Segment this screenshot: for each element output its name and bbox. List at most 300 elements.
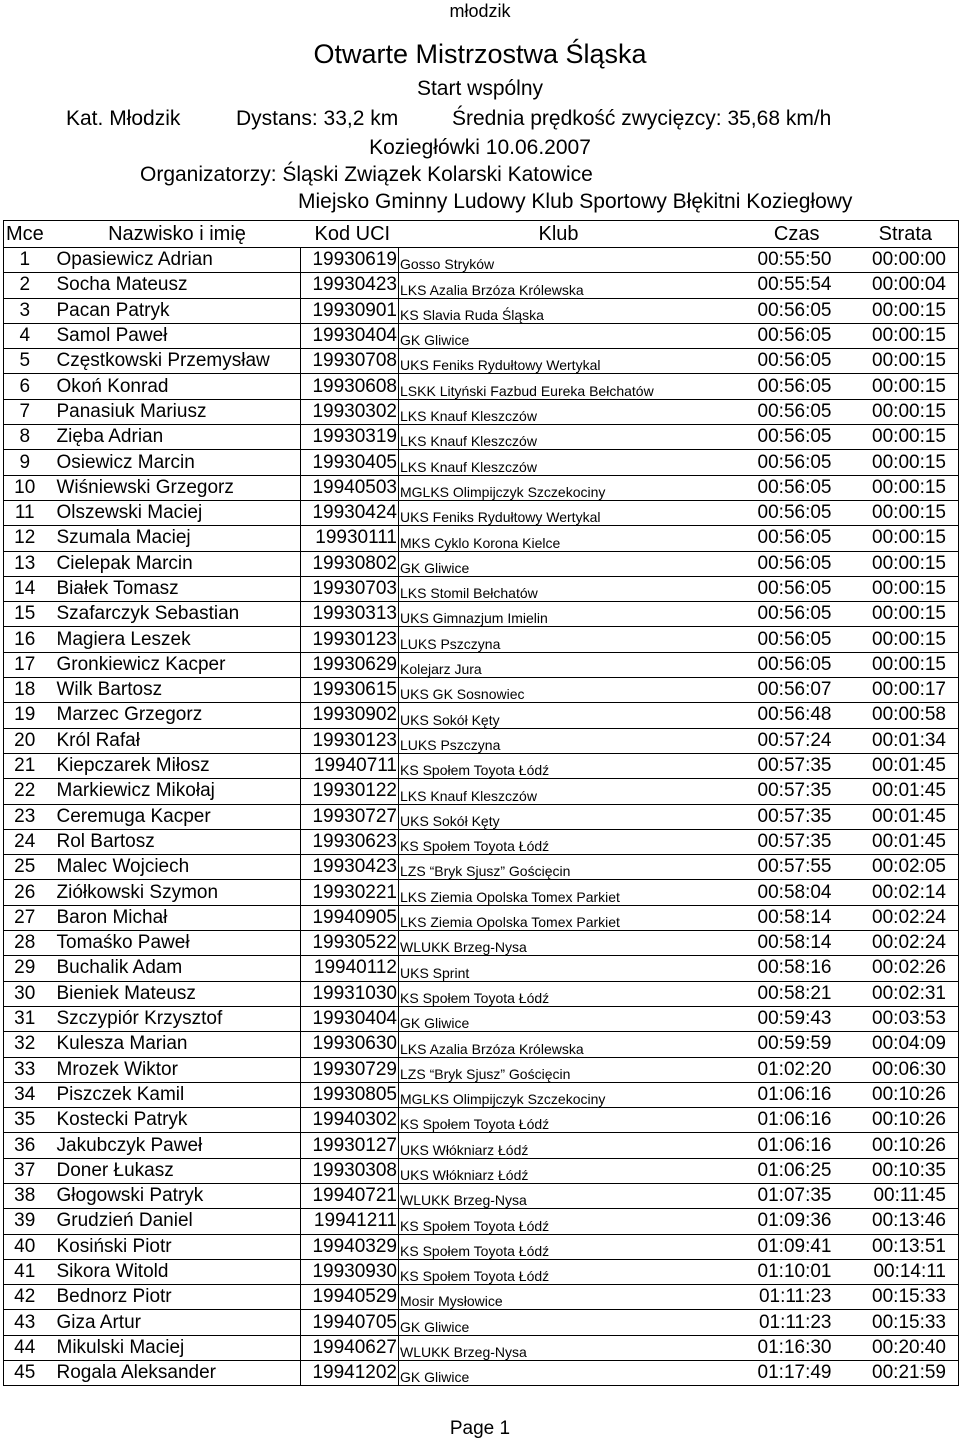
cell-gap: 00:00:15 bbox=[844, 576, 959, 601]
cell-place: 28 bbox=[4, 931, 54, 956]
cell-club: LKS Knauf Kleszczów bbox=[399, 450, 726, 475]
table-row bbox=[4, 1183, 959, 1208]
cell-place: 4 bbox=[4, 323, 54, 348]
cell-time: 00:56:05 bbox=[726, 500, 844, 525]
table-row bbox=[4, 703, 959, 728]
cell-club: Gosso Stryków bbox=[399, 248, 726, 273]
table-row bbox=[4, 273, 959, 298]
table-row bbox=[4, 1082, 959, 1107]
cell-time: 01:07:35 bbox=[726, 1183, 844, 1208]
subtitle: Start wspólny bbox=[416, 77, 544, 100]
table-row bbox=[4, 1108, 959, 1133]
cell-uci: 19940503 bbox=[301, 475, 399, 500]
cell-place: 16 bbox=[4, 627, 54, 652]
cell-time: 00:56:05 bbox=[726, 526, 844, 551]
cell-name: Socha Mateusz bbox=[54, 273, 301, 298]
table-row bbox=[4, 349, 959, 374]
cell-time: 00:56:05 bbox=[726, 450, 844, 475]
cell-gap: 00:00:15 bbox=[844, 551, 959, 576]
cell-place: 36 bbox=[4, 1133, 54, 1158]
cell-time: 00:58:14 bbox=[726, 931, 844, 956]
table-row bbox=[4, 753, 959, 778]
table-row bbox=[4, 374, 959, 399]
cell-uci: 19930608 bbox=[301, 374, 399, 399]
cell-club: Mosir Mysłowice bbox=[399, 1285, 726, 1310]
cell-uci: 19940711 bbox=[301, 753, 399, 778]
cell-name: Białek Tomasz bbox=[54, 576, 301, 601]
cell-uci: 19930123 bbox=[301, 728, 399, 753]
cell-time: 01:02:20 bbox=[726, 1057, 844, 1082]
cell-name: Głogowski Patryk bbox=[54, 1183, 301, 1208]
cell-name: Bieniek Mateusz bbox=[54, 981, 301, 1006]
cell-name: Malec Wojciech bbox=[54, 855, 301, 880]
cell-uci: 19930424 bbox=[301, 500, 399, 525]
cell-time: 00:56:07 bbox=[726, 678, 844, 703]
table-row bbox=[4, 1006, 959, 1031]
cell-place: 13 bbox=[4, 551, 54, 576]
cell-place: 11 bbox=[4, 500, 54, 525]
table-row bbox=[4, 981, 959, 1006]
table-row bbox=[4, 248, 959, 273]
cell-time: 01:06:16 bbox=[726, 1108, 844, 1133]
cell-time: 00:55:50 bbox=[726, 248, 844, 273]
cell-name: Ceremuga Kacper bbox=[54, 804, 301, 829]
table-row bbox=[4, 1032, 959, 1057]
cell-place: 24 bbox=[4, 829, 54, 854]
cell-club: WLUKK Brzeg-Nysa bbox=[399, 931, 726, 956]
cell-place: 33 bbox=[4, 1057, 54, 1082]
cell-place: 40 bbox=[4, 1234, 54, 1259]
cell-club: LKS Ziemia Opolska Tomex Parkiet bbox=[399, 880, 726, 905]
cell-name: Rol Bartosz bbox=[54, 829, 301, 854]
cell-name: Okoń Konrad bbox=[54, 374, 301, 399]
cell-name: Piszczek Kamil bbox=[54, 1082, 301, 1107]
cell-place: 25 bbox=[4, 855, 54, 880]
column-header-mce: Mce bbox=[4, 221, 54, 248]
cell-name: Sikora Witold bbox=[54, 1259, 301, 1284]
cell-club: MKS Cyklo Korona Kielce bbox=[399, 526, 726, 551]
cell-place: 30 bbox=[4, 981, 54, 1006]
cell-uci: 19930127 bbox=[301, 1133, 399, 1158]
cell-club: LKS Knauf Kleszczów bbox=[399, 779, 726, 804]
cell-place: 27 bbox=[4, 905, 54, 930]
cell-place: 19 bbox=[4, 703, 54, 728]
cell-gap: 00:02:31 bbox=[844, 981, 959, 1006]
cell-place: 10 bbox=[4, 475, 54, 500]
cell-uci: 19940329 bbox=[301, 1234, 399, 1259]
cell-uci: 19930404 bbox=[301, 323, 399, 348]
cell-gap: 00:03:53 bbox=[844, 1006, 959, 1031]
cell-gap: 00:13:46 bbox=[844, 1209, 959, 1234]
cell-place: 21 bbox=[4, 753, 54, 778]
table-row bbox=[4, 829, 959, 854]
cell-place: 3 bbox=[4, 298, 54, 323]
cell-uci: 19930623 bbox=[301, 829, 399, 854]
cell-gap: 00:00:15 bbox=[844, 298, 959, 323]
cell-place: 39 bbox=[4, 1209, 54, 1234]
cell-name: Opasiewicz Adrian bbox=[54, 248, 301, 273]
table-row bbox=[4, 1057, 959, 1082]
cell-place: 44 bbox=[4, 1335, 54, 1360]
cell-place: 22 bbox=[4, 779, 54, 804]
cell-uci: 19940112 bbox=[301, 956, 399, 981]
cell-time: 01:17:49 bbox=[726, 1361, 844, 1386]
cell-club: GK Gliwice bbox=[399, 551, 726, 576]
cell-place: 23 bbox=[4, 804, 54, 829]
cell-time: 01:06:25 bbox=[726, 1158, 844, 1183]
cell-gap: 00:02:14 bbox=[844, 880, 959, 905]
cell-gap: 00:20:40 bbox=[844, 1335, 959, 1360]
cell-place: 12 bbox=[4, 526, 54, 551]
column-header-time: Czas bbox=[726, 221, 844, 248]
cell-club: KS Społem Toyota Łódź bbox=[399, 829, 726, 854]
table-row bbox=[4, 779, 959, 804]
cell-gap: 00:02:24 bbox=[844, 905, 959, 930]
category-label: Kat. Młodzik bbox=[66, 107, 181, 130]
table-row bbox=[4, 323, 959, 348]
cell-name: Mikulski Maciej bbox=[54, 1335, 301, 1360]
cell-name: Mrozek Wiktor bbox=[54, 1057, 301, 1082]
table-row bbox=[4, 576, 959, 601]
cell-name: Pacan Patryk bbox=[54, 298, 301, 323]
cell-uci: 19930122 bbox=[301, 779, 399, 804]
cell-name: Wilk Bartosz bbox=[54, 678, 301, 703]
cell-gap: 00:02:26 bbox=[844, 956, 959, 981]
cell-uci: 19941202 bbox=[301, 1361, 399, 1386]
column-header-name: Nazwisko i imię bbox=[54, 221, 301, 248]
table-row bbox=[4, 1234, 959, 1259]
cell-name: Kulesza Marian bbox=[54, 1032, 301, 1057]
cell-uci: 19940721 bbox=[301, 1183, 399, 1208]
cell-club: UKS Sprint bbox=[399, 956, 726, 981]
cell-uci: 19930404 bbox=[301, 1006, 399, 1031]
table-row bbox=[4, 1310, 959, 1335]
cell-place: 37 bbox=[4, 1158, 54, 1183]
cell-time: 00:57:35 bbox=[726, 804, 844, 829]
cell-club: KS Społem Toyota Łódź bbox=[399, 1234, 726, 1259]
cell-gap: 00:14:11 bbox=[844, 1259, 959, 1284]
cell-gap: 00:00:15 bbox=[844, 450, 959, 475]
cell-uci: 19930308 bbox=[301, 1158, 399, 1183]
cell-name: Buchalik Adam bbox=[54, 956, 301, 981]
cell-name: Tomaśko Paweł bbox=[54, 931, 301, 956]
cell-place: 26 bbox=[4, 880, 54, 905]
cell-club: WLUKK Brzeg-Nysa bbox=[399, 1183, 726, 1208]
cell-place: 31 bbox=[4, 1006, 54, 1031]
cell-name: Kostecki Patryk bbox=[54, 1108, 301, 1133]
distance-label: Dystans: 33,2 km bbox=[236, 107, 399, 130]
cell-club: KS Społem Toyota Łódź bbox=[399, 753, 726, 778]
table-row bbox=[4, 1335, 959, 1360]
cell-place: 9 bbox=[4, 450, 54, 475]
table-row bbox=[4, 678, 959, 703]
cell-place: 32 bbox=[4, 1032, 54, 1057]
cell-time: 00:56:05 bbox=[726, 602, 844, 627]
cell-club: LKS Ziemia Opolska Tomex Parkiet bbox=[399, 905, 726, 930]
cell-time: 01:09:41 bbox=[726, 1234, 844, 1259]
cell-uci: 19930703 bbox=[301, 576, 399, 601]
cell-name: Panasiuk Mariusz bbox=[54, 399, 301, 424]
cell-gap: 00:15:33 bbox=[844, 1310, 959, 1335]
table-row bbox=[4, 1158, 959, 1183]
cell-time: 00:56:05 bbox=[726, 374, 844, 399]
cell-uci: 19930802 bbox=[301, 551, 399, 576]
cell-gap: 00:10:26 bbox=[844, 1082, 959, 1107]
cell-club: MGLKS Olimpijczyk Szczekociny bbox=[399, 475, 726, 500]
table-row bbox=[4, 1259, 959, 1284]
cell-uci: 19930708 bbox=[301, 349, 399, 374]
cell-gap: 00:10:26 bbox=[844, 1108, 959, 1133]
cell-club: UKS Włókniarz Łódź bbox=[399, 1158, 726, 1183]
cell-gap: 00:02:24 bbox=[844, 931, 959, 956]
cell-place: 43 bbox=[4, 1310, 54, 1335]
cell-uci: 19930522 bbox=[301, 931, 399, 956]
cell-name: Ziółkowski Szymon bbox=[54, 880, 301, 905]
table-row bbox=[4, 931, 959, 956]
cell-time: 01:06:16 bbox=[726, 1082, 844, 1107]
cell-name: Rogala Aleksander bbox=[54, 1361, 301, 1386]
column-header-uci: Kod UCI bbox=[301, 221, 399, 248]
cell-club: MGLKS Olimpijczyk Szczekociny bbox=[399, 1082, 726, 1107]
cell-time: 00:59:43 bbox=[726, 1006, 844, 1031]
cell-time: 00:56:05 bbox=[726, 399, 844, 424]
cell-name: Doner Łukasz bbox=[54, 1158, 301, 1183]
cell-name: Szafarczyk Sebastian bbox=[54, 602, 301, 627]
cell-place: 29 bbox=[4, 956, 54, 981]
cell-gap: 00:00:15 bbox=[844, 652, 959, 677]
cell-club: GK Gliwice bbox=[399, 323, 726, 348]
cell-time: 00:59:59 bbox=[726, 1032, 844, 1057]
cell-name: Giza Artur bbox=[54, 1310, 301, 1335]
organizers-line-2: Miejsko Gminny Ludowy Klub Sportowy Błękitni Koziegłowy bbox=[298, 190, 853, 213]
table-row bbox=[4, 1133, 959, 1158]
column-header-club: Klub bbox=[399, 221, 726, 248]
cell-club: KS Społem Toyota Łódź bbox=[399, 981, 726, 1006]
cell-gap: 00:00:04 bbox=[844, 273, 959, 298]
cell-uci: 19930423 bbox=[301, 273, 399, 298]
cell-uci: 19930901 bbox=[301, 298, 399, 323]
cell-club: UKS Feniks Rydułtowy Wertykal bbox=[399, 349, 726, 374]
table-row bbox=[4, 298, 959, 323]
table-row bbox=[4, 728, 959, 753]
cell-gap: 00:01:45 bbox=[844, 779, 959, 804]
cell-uci: 19940705 bbox=[301, 1310, 399, 1335]
cell-uci: 19931030 bbox=[301, 981, 399, 1006]
cell-name: Król Rafał bbox=[54, 728, 301, 753]
cell-uci: 19930727 bbox=[301, 804, 399, 829]
cell-gap: 00:01:34 bbox=[844, 728, 959, 753]
cell-time: 01:06:16 bbox=[726, 1133, 844, 1158]
cell-time: 00:56:05 bbox=[726, 298, 844, 323]
cell-club: UKS GK Sosnowiec bbox=[399, 678, 726, 703]
page-header: młodzik bbox=[449, 1, 511, 21]
table-row bbox=[4, 652, 959, 677]
cell-gap: 00:15:33 bbox=[844, 1285, 959, 1310]
table-header-row bbox=[4, 221, 959, 248]
cell-club: KS Slavia Ruda Śląska bbox=[399, 298, 726, 323]
cell-name: Kosiński Piotr bbox=[54, 1234, 301, 1259]
table-row bbox=[4, 500, 959, 525]
cell-club: LZS “Bryk Sjusz” Gościęcin bbox=[399, 855, 726, 880]
cell-time: 00:58:14 bbox=[726, 905, 844, 930]
cell-place: 17 bbox=[4, 652, 54, 677]
cell-time: 01:09:36 bbox=[726, 1209, 844, 1234]
cell-gap: 00:00:17 bbox=[844, 678, 959, 703]
cell-time: 00:58:04 bbox=[726, 880, 844, 905]
cell-time: 00:57:55 bbox=[726, 855, 844, 880]
table-row bbox=[4, 905, 959, 930]
cell-club: KS Społem Toyota Łódź bbox=[399, 1108, 726, 1133]
cell-name: Markiewicz Mikołaj bbox=[54, 779, 301, 804]
cell-uci: 19930729 bbox=[301, 1057, 399, 1082]
table-row bbox=[4, 627, 959, 652]
cell-club: LKS Stomil Bełchatów bbox=[399, 576, 726, 601]
cell-club: LKS Azalia Brzóza Królewska bbox=[399, 273, 726, 298]
cell-uci: 19940529 bbox=[301, 1285, 399, 1310]
cell-uci: 19940302 bbox=[301, 1108, 399, 1133]
cell-gap: 00:01:45 bbox=[844, 753, 959, 778]
cell-place: 6 bbox=[4, 374, 54, 399]
cell-time: 01:11:23 bbox=[726, 1310, 844, 1335]
cell-gap: 00:00:15 bbox=[844, 602, 959, 627]
cell-name: Kiepczarek Miłosz bbox=[54, 753, 301, 778]
cell-time: 00:55:54 bbox=[726, 273, 844, 298]
cell-name: Wiśniewski Grzegorz bbox=[54, 475, 301, 500]
page-footer: Page 1 bbox=[449, 1418, 511, 1439]
cell-name: Marzec Grzegorz bbox=[54, 703, 301, 728]
cell-uci: 19930423 bbox=[301, 855, 399, 880]
cell-uci: 19930111 bbox=[301, 526, 399, 551]
cell-name: Osiewicz Marcin bbox=[54, 450, 301, 475]
table-row bbox=[4, 1285, 959, 1310]
results-table bbox=[3, 220, 959, 1386]
cell-uci: 19930930 bbox=[301, 1259, 399, 1284]
cell-time: 00:56:48 bbox=[726, 703, 844, 728]
cell-gap: 00:02:05 bbox=[844, 855, 959, 880]
cell-time: 01:11:23 bbox=[726, 1285, 844, 1310]
cell-gap: 00:01:45 bbox=[844, 804, 959, 829]
cell-club: GK Gliwice bbox=[399, 1006, 726, 1031]
cell-time: 00:56:05 bbox=[726, 349, 844, 374]
cell-gap: 00:00:15 bbox=[844, 349, 959, 374]
table-row bbox=[4, 425, 959, 450]
cell-place: 38 bbox=[4, 1183, 54, 1208]
table-row bbox=[4, 855, 959, 880]
cell-uci: 19930619 bbox=[301, 248, 399, 273]
cell-uci: 19930221 bbox=[301, 880, 399, 905]
cell-uci: 19930629 bbox=[301, 652, 399, 677]
cell-time: 00:56:05 bbox=[726, 627, 844, 652]
cell-uci: 19930615 bbox=[301, 678, 399, 703]
cell-club: UKS Feniks Rydułtowy Wertykal bbox=[399, 500, 726, 525]
cell-name: Magiera Leszek bbox=[54, 627, 301, 652]
cell-name: Gronkiewicz Kacper bbox=[54, 652, 301, 677]
cell-club: UKS Sokół Kęty bbox=[399, 804, 726, 829]
cell-uci: 19930805 bbox=[301, 1082, 399, 1107]
cell-gap: 00:00:15 bbox=[844, 399, 959, 424]
cell-uci: 19940905 bbox=[301, 905, 399, 930]
cell-time: 00:58:16 bbox=[726, 956, 844, 981]
cell-club: LSKK Lityński Fazbud Eureka Bełchatów bbox=[399, 374, 726, 399]
table-row bbox=[4, 1209, 959, 1234]
cell-place: 45 bbox=[4, 1361, 54, 1386]
cell-gap: 00:13:51 bbox=[844, 1234, 959, 1259]
cell-place: 35 bbox=[4, 1108, 54, 1133]
cell-name: Cielepak Marcin bbox=[54, 551, 301, 576]
cell-time: 00:56:05 bbox=[726, 551, 844, 576]
cell-time: 00:57:35 bbox=[726, 779, 844, 804]
organizers-line-1: Organizatorzy: Śląski Związek Kolarski Katowice bbox=[140, 163, 593, 186]
cell-gap: 00:00:15 bbox=[844, 526, 959, 551]
cell-gap: 00:06:30 bbox=[844, 1057, 959, 1082]
cell-gap: 00:11:45 bbox=[844, 1183, 959, 1208]
cell-uci: 19930123 bbox=[301, 627, 399, 652]
cell-place: 7 bbox=[4, 399, 54, 424]
cell-name: Grudzień Daniel bbox=[54, 1209, 301, 1234]
cell-club: LZS “Bryk Sjusz” Gościęcin bbox=[399, 1057, 726, 1082]
table-row bbox=[4, 399, 959, 424]
table-row bbox=[4, 450, 959, 475]
cell-time: 01:10:01 bbox=[726, 1259, 844, 1284]
cell-club: GK Gliwice bbox=[399, 1361, 726, 1386]
table-row bbox=[4, 1361, 959, 1386]
cell-club: LKS Azalia Brzóza Królewska bbox=[399, 1032, 726, 1057]
cell-name: Olszewski Maciej bbox=[54, 500, 301, 525]
table-row bbox=[4, 551, 959, 576]
cell-uci: 19930630 bbox=[301, 1032, 399, 1057]
cell-gap: 00:00:15 bbox=[844, 425, 959, 450]
cell-club: UKS Sokół Kęty bbox=[399, 703, 726, 728]
cell-gap: 00:00:15 bbox=[844, 475, 959, 500]
cell-place: 42 bbox=[4, 1285, 54, 1310]
cell-gap: 00:00:58 bbox=[844, 703, 959, 728]
cell-time: 00:57:35 bbox=[726, 753, 844, 778]
cell-place: 34 bbox=[4, 1082, 54, 1107]
cell-club: LKS Knauf Kleszczów bbox=[399, 399, 726, 424]
cell-club: GK Gliwice bbox=[399, 1310, 726, 1335]
cell-club: LKS Knauf Kleszczów bbox=[399, 425, 726, 450]
cell-club: KS Społem Toyota Łódź bbox=[399, 1259, 726, 1284]
avg-speed-label: Średnia prędkość zwycięzcy: 35,68 km/h bbox=[452, 107, 832, 130]
cell-place: 15 bbox=[4, 602, 54, 627]
cell-name: Jakubczyk Paweł bbox=[54, 1133, 301, 1158]
cell-place: 8 bbox=[4, 425, 54, 450]
cell-name: Samol Paweł bbox=[54, 323, 301, 348]
table-row bbox=[4, 880, 959, 905]
cell-gap: 00:00:15 bbox=[844, 323, 959, 348]
cell-time: 00:56:05 bbox=[726, 475, 844, 500]
table-row bbox=[4, 526, 959, 551]
cell-gap: 00:10:35 bbox=[844, 1158, 959, 1183]
cell-gap: 00:21:59 bbox=[844, 1361, 959, 1386]
cell-gap: 00:00:15 bbox=[844, 374, 959, 399]
cell-club: WLUKK Brzeg-Nysa bbox=[399, 1335, 726, 1360]
cell-gap: 00:04:09 bbox=[844, 1032, 959, 1057]
cell-time: 00:56:05 bbox=[726, 425, 844, 450]
cell-time: 00:56:05 bbox=[726, 652, 844, 677]
page-title: Otwarte Mistrzostwa Śląska bbox=[313, 39, 647, 69]
cell-name: Zięba Adrian bbox=[54, 425, 301, 450]
table-row bbox=[4, 475, 959, 500]
cell-club: LUKS Pszczyna bbox=[399, 728, 726, 753]
place-date: Koziegłówki 10.06.2007 bbox=[369, 136, 591, 159]
cell-time: 00:57:35 bbox=[726, 829, 844, 854]
table-row bbox=[4, 602, 959, 627]
cell-gap: 00:10:26 bbox=[844, 1133, 959, 1158]
cell-club: UKS Gimnazjum Imielin bbox=[399, 602, 726, 627]
table-row bbox=[4, 956, 959, 981]
cell-time: 00:56:05 bbox=[726, 323, 844, 348]
